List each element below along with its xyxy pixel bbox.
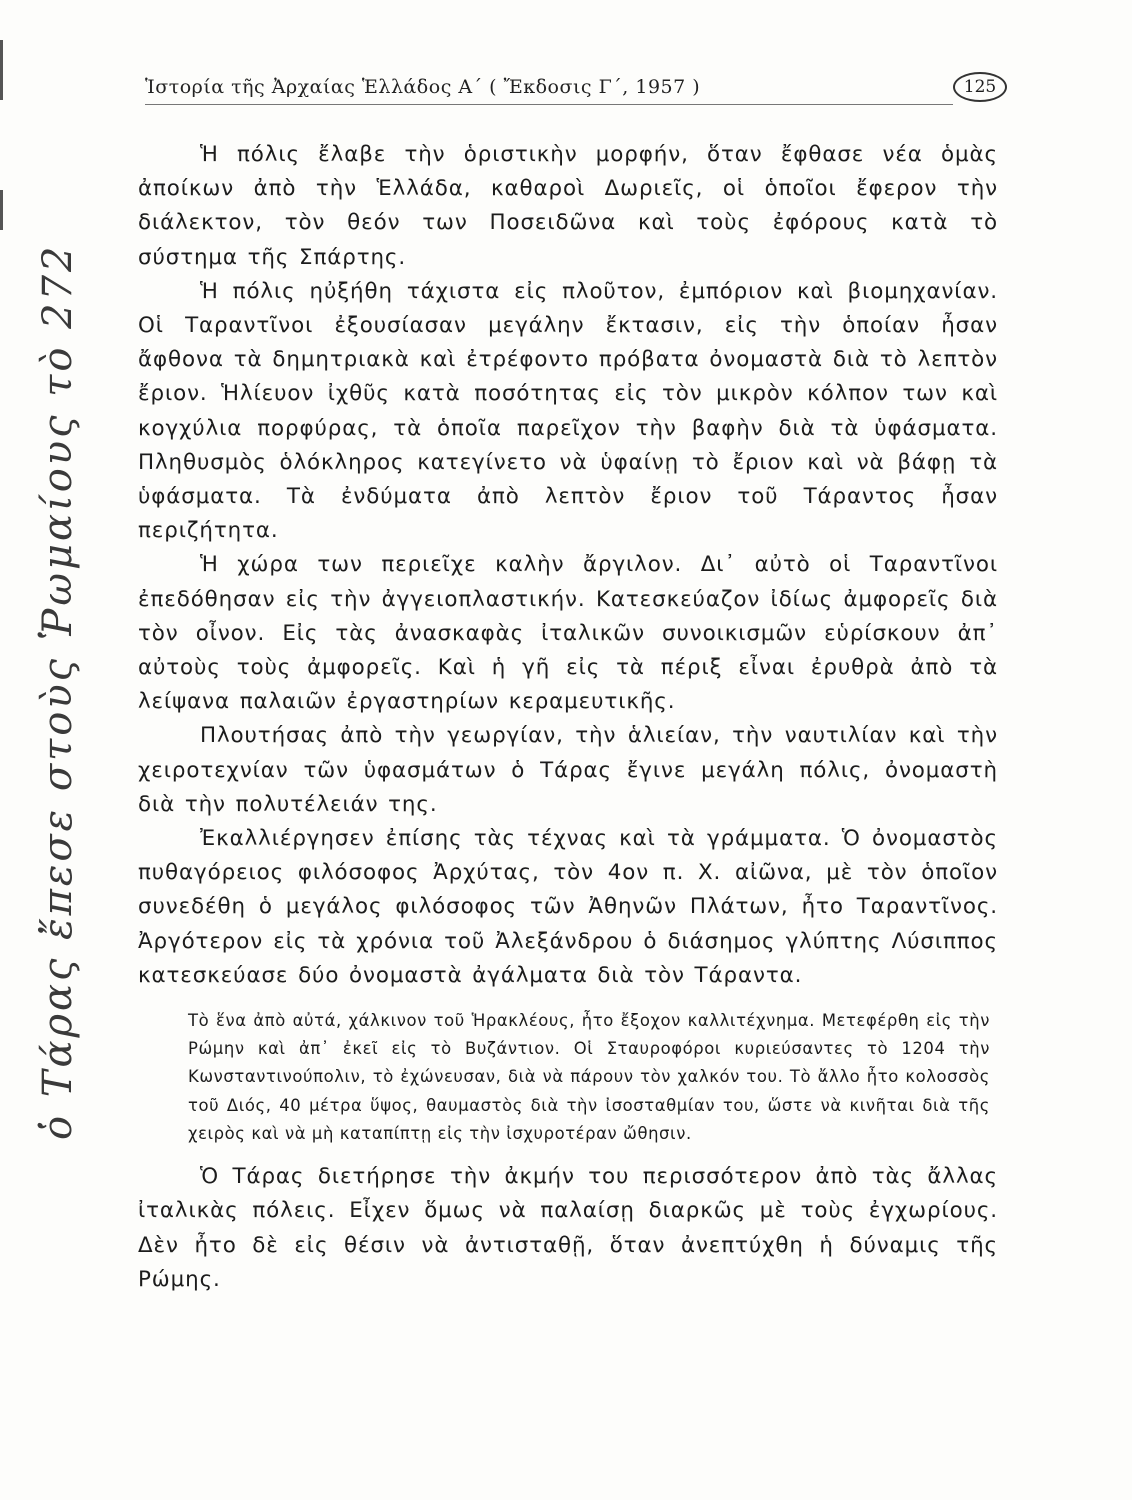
- page-body: [138, 138, 998, 1297]
- header-rule: [145, 104, 953, 105]
- paragraph: Ἡ χώρα των περιεῖχε καλὴν ἄργιλον. Δι᾽ αὐτὸ οἱ Ταραντῖνοι ἐπεδόθησαν εἰς τὴν ἀγγειοπλαστικήν. Κατεσκεύαζον ἰδίως ἀμφορεῖς διὰ τὸν οἶνον. Εἰς τὰς ἀνασκαφὰς ἰταλικῶν συνοικισμῶν εὑρίσκουν ἀπ᾽ αὐτοὺς τοὺς ἀμφορεῖς. Καὶ ἡ γῆ εἰς τὰ πέριξ εἶναι ἐρυθρὰ ἀπὸ τὰ λείψανα παλαιῶν ἐργαστηρίων κεραμευτικῆς.: [138, 552, 998, 715]
- final-paragraph: Ὁ Τάρας διετήρησε τὴν ἀκμήν του περισσότερον ἀπὸ τὰς ἄλλας ἰταλικὰς πόλεις. Εἶχεν ὅμως νὰ παλαίσῃ διαρκῶς μὲ τοὺς ἐγχωρίους. Δὲν ἦτο δὲ εἰς θέσιν νὰ ἀντισταθῇ, ὅταν ἀνεπτύχθη ἡ δύναμις τῆς Ρώμης.: [138, 1164, 998, 1292]
- paragraph: Ἡ πόλις ηὐξήθη τάχιστα εἰς πλοῦτον, ἐμπόριον καὶ βιομηχανίαν. Οἱ Ταραντῖνοι ἐξουσίασαν μεγάλην ἔκτασιν, εἰς τὴν ὁποίαν ἦσαν ἄφθονα τὰ δημητριακὰ καὶ ἐτρέφοντο πρόβατα ὀνομαστὰ διὰ τὸ λεπτὸν ἔριον. Ἡλίευον ἰχθῦς κατὰ ποσότητας εἰς τὸν μικρὸν κόλπον των καὶ κογχύλια πορφύρας, τὰ ὁποῖα παρεῖχον τὴν βαφὴν διὰ τὰ ὑφάσματα. Πληθυσμὸς ὁλόκληρος κατεγίνετο νὰ ὑφαίνῃ τὸ ἔριον καὶ νὰ βάφῃ τὰ ὑφάσματα. Τὰ ἐνδύματα ἀπὸ λεπτὸν ἔριον τοῦ Τάραντος ἦσαν περιζήτητα.: [138, 278, 998, 544]
- page-number: 125: [953, 72, 1007, 102]
- paragraph: Ἐκαλλιέργησεν ἐπίσης τὰς τέχνας καὶ τὰ γράμματα. Ὁ ὀνομαστὸς πυθαγόρειος φιλόσοφος Ἀρχύτας, τὸν 4ον π. Χ. αἰῶνα, μὲ τὸν ὁποῖον συνεδέθη ὁ μεγάλος φιλόσοφος τῶν Ἀθηνῶν Πλάτων, ἦτο Ταραντῖνος. Ἀργότερον εἰς τὰ χρόνια τοῦ Ἀλεξάνδρου ὁ διάσημος γλύπτης Λύσιππος κατεσκεύασε δύο ὀνομαστὰ ἀγάλματα διὰ τὸν Τάραντα.: [138, 826, 998, 988]
- handwritten-margin-note: ὁ Τάρας ἔπεσε στοὺς Ῥωμαίους τὸ 272: [35, 243, 81, 1140]
- paragraph: Ἡ πόλις ἔλαβε τὴν ὁριστικὴν μορφήν, ὅταν ἔφθασε νέα ὁμὰς ἀποίκων ἀπὸ τὴν Ἑλλάδα, καθαροὶ Δωριεῖς, οἱ ὁποῖοι ἔφερον τὴν διάλεκτον, τὸν θεόν των Ποσειδῶνα καὶ τοὺς ἐφόρους κατὰ τὸ σύστημα τῆς Σπάρτης.: [138, 142, 998, 270]
- footnote: Τὸ ἕνα ἀπὸ αὐτά, χάλκινον τοῦ Ἡρακλέους, ἦτο ἔξοχον καλλιτέχνημα. Μετεφέρθη εἰς τὴν Ρώμην καὶ ἀπ᾽ ἐκεῖ εἰς τὸ Βυζάντιον. Οἱ Σταυροφόροι κυριεύσαντες τὸ 1204 τὴν Κωνσταντινούπολιν, τὸ ἐχώνευσαν, διὰ νὰ πάρουν τὸν χαλκόν του. Τὸ ἄλλο ἦτο κολοσσὸς τοῦ Διός, 40 μέτρα ὕψος, θαυμαστὸς διὰ τὴν ἰσοσταθμίαν του, ὥστε νὰ κινῆται διὰ τῆς χειρὸς καὶ νὰ μὴ καταπίπτῃ εἰς τὴν ἰσχυροτέραν ὤθησιν.: [188, 1011, 990, 1143]
- paragraph: Πλουτήσας ἀπὸ τὴν γεωργίαν, τὴν ἁλιείαν, τὴν ναυτιλίαν καὶ τὴν χειροτεχνίαν τῶν ὑφασμάτων ὁ Τάρας ἔγινε μεγάλη πόλις, ὀνομαστὴ διὰ τὴν πολυτέλειάν της.: [138, 723, 998, 817]
- scan-edge-mark: [0, 40, 3, 100]
- header-title: Ἱστορία τῆς Ἀρχαίας Ἑλλάδος Α΄ ( Ἔκδοσις Γ΄, 1957 ): [145, 76, 701, 98]
- running-header: [145, 72, 1005, 104]
- scan-edge-mark: [0, 190, 3, 230]
